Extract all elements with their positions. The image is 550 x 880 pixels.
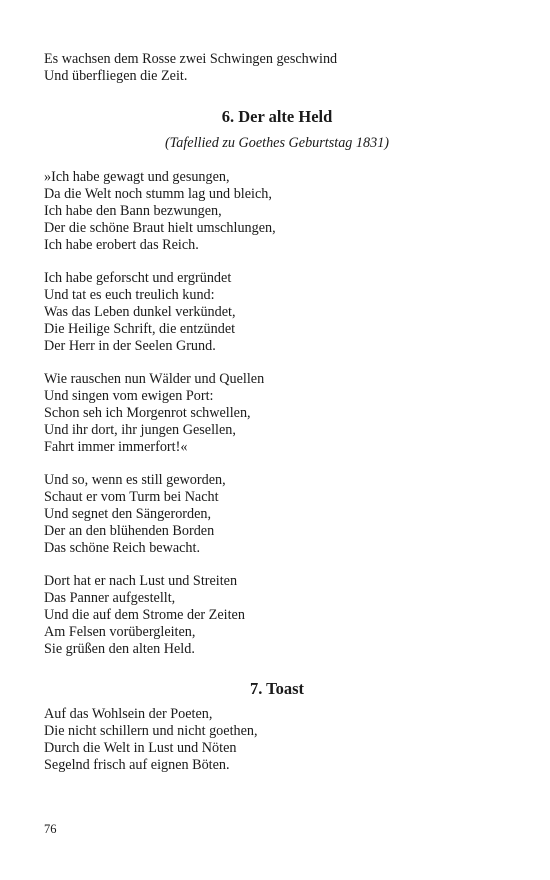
poem-subtitle: (Tafellied zu Goethes Geburtstag 1831) <box>164 135 390 151</box>
stanza <box>44 472 226 557</box>
verse-line: Sie grüßen den alten Held. <box>44 640 195 657</box>
poem-title: 7. Toast <box>249 679 305 698</box>
verse-line: Ich habe den Bann bezwungen, <box>44 202 222 219</box>
stanza <box>44 169 276 254</box>
verse-line: Wie rauschen nun Wälder und Quellen <box>44 371 265 387</box>
verse-line: Das schöne Reich bewacht. <box>44 539 201 556</box>
verse-line: Was das Leben dunkel verkündet, <box>44 303 236 320</box>
verse-line: Die nicht schillern und nicht goethen, <box>44 722 258 739</box>
stanza-continued <box>44 51 337 85</box>
verse-line: Und singen vom ewigen Port: <box>44 387 214 404</box>
verse-line: Ich habe geforscht und ergründet <box>44 270 232 286</box>
verse-line: Fahrt immer immerfort!« <box>44 438 188 455</box>
verse-line: Der Herr in der Seelen Grund. <box>44 337 216 354</box>
verse-line: Und ihr dort, ihr jungen Gesellen, <box>44 421 236 438</box>
verse-line: Segelnd frisch auf eignen Böten. <box>44 756 230 773</box>
verse-line: Und so, wenn es still geworden, <box>44 472 226 488</box>
verse-line: Durch die Welt in Lust und Nöten <box>44 739 237 756</box>
verse-line: Am Felsen vorübergleiten, <box>44 623 196 640</box>
verse-line: Die Heilige Schrift, die entzündet <box>44 320 236 337</box>
verse-line: Es wachsen dem Rosse zwei Schwingen geschwind <box>44 51 338 67</box>
page-number: 76 <box>44 822 57 836</box>
verse-line: Da die Welt noch stumm lag und bleich, <box>44 185 272 202</box>
verse-line: Der die schöne Braut hielt umschlungen, <box>44 219 276 236</box>
stanza <box>44 573 245 658</box>
verse-line: Schon seh ich Morgenrot schwellen, <box>44 404 251 421</box>
poem-title: 6. Der alte Held <box>221 107 333 126</box>
verse-line: Und tat es euch treulich kund: <box>44 286 215 303</box>
verse-line: Das Panner aufgestellt, <box>44 589 176 606</box>
verse-line: Und die auf dem Strome der Zeiten <box>44 606 245 623</box>
verse-line: Und segnet den Sängerorden, <box>44 505 212 522</box>
verse-line: Auf das Wohlsein der Poeten, <box>44 706 213 722</box>
verse-line: Ich habe erobert das Reich. <box>44 236 199 253</box>
stanza <box>44 371 264 456</box>
verse-line: Schaut er vom Turm bei Nacht <box>44 488 219 505</box>
verse-line: Dort hat er nach Lust und Streiten <box>44 573 238 589</box>
stanza <box>44 270 236 355</box>
verse-line: Und überfliegen die Zeit. <box>44 67 188 84</box>
verse-line: »Ich habe gewagt und gesungen, <box>44 169 230 185</box>
verse-line: Der an den blühenden Borden <box>44 522 215 539</box>
stanza <box>44 706 258 774</box>
